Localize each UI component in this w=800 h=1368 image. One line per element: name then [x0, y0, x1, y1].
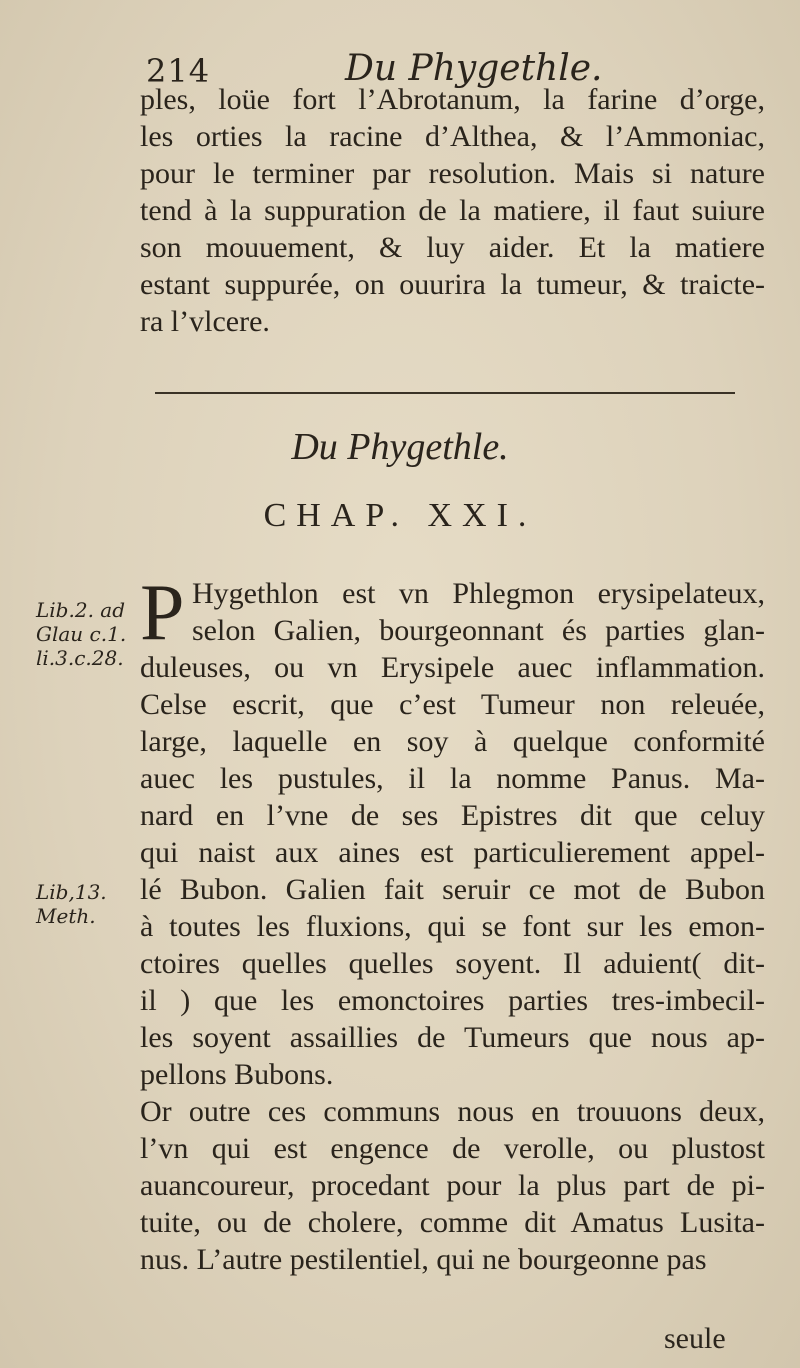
text-line: pellons Bubons.: [140, 1058, 334, 1091]
text-line: nard en l’vne de ses Epistres dit que celuy: [140, 799, 765, 832]
text-line: selon Galien, bourgeonnant és parties glan-: [192, 614, 765, 647]
section-rule: [155, 392, 735, 394]
text-line: tend à la suppuration de la matiere, il faut suiure: [140, 194, 765, 227]
chapter-heading: CHAP. XXI.: [263, 497, 537, 534]
text-line: estant suppurée, on ouurira la tumeur, & traicte-: [140, 268, 765, 301]
text-line: les orties la racine d’Althea, & l’Ammoniac,: [140, 120, 765, 153]
text-line: duleuses, ou vn Erysipele auec inflammation.: [140, 651, 765, 684]
margin-note-line: Glau c.1.: [36, 622, 127, 646]
text-line: à toutes les fluxions, qui se font sur les emon-: [140, 910, 765, 943]
margin-note: [36, 880, 107, 928]
text-line: nus. L’autre pestilentiel, qui ne bourgeonne pas: [140, 1243, 707, 1276]
text-line: son mouuement, & luy aider. Et la matiere: [140, 231, 765, 264]
margin-note-line: li.3.c.28.: [36, 646, 124, 670]
margin-note-line: Meth.: [36, 904, 96, 928]
text-line: l’vn qui est engence de verolle, ou plustost: [140, 1132, 765, 1165]
text-line: il ) que les emonctoires parties tres-imbecil-: [140, 984, 765, 1017]
running-title: Du Phygethle.: [345, 48, 603, 89]
text-line: lé Bubon. Galien fait seruir ce mot de Bubon: [140, 873, 765, 906]
text-line: ples, loüe fort l’Abrotanum, la farine d’orge,: [140, 83, 765, 116]
text-line: tuite, ou de cholere, comme dit Amatus Lusita-: [140, 1206, 765, 1239]
drop-cap: P: [140, 569, 185, 657]
margin-note-line: Lib.2. ad: [36, 598, 126, 622]
text-line: large, laquelle en soy à quelque conformité: [140, 725, 765, 758]
margin-note: [36, 598, 126, 670]
page-number: 214: [146, 52, 211, 90]
text-line: auancoureur, procedant pour la plus part de pi-: [140, 1169, 765, 1202]
text-line: ra l’vlcere.: [140, 305, 270, 338]
text-line: ctoires quelles quelles soyent. Il aduient( dit-: [140, 947, 765, 980]
text-line: Hygethlon est vn Phlegmon erysipelateux,: [192, 577, 765, 610]
margin-note-line: Lib,13.: [36, 880, 107, 904]
catchword: seule: [664, 1322, 726, 1355]
text-line: Celse escrit, que c’est Tumeur non releuée,: [140, 688, 765, 721]
text-line: Or outre ces communs nous en trouuons deux,: [140, 1095, 765, 1128]
text-line: pour le terminer par resolution. Mais si nature: [140, 157, 765, 190]
section-title: Du Phygethle.: [291, 426, 509, 468]
text-line: qui naist aux aines est particulierement appel-: [140, 836, 765, 869]
text-line: auec les pustules, il la nomme Panus. Ma-: [140, 762, 765, 795]
text-line: les soyent assaillies de Tumeurs que nous ap-: [140, 1021, 765, 1054]
